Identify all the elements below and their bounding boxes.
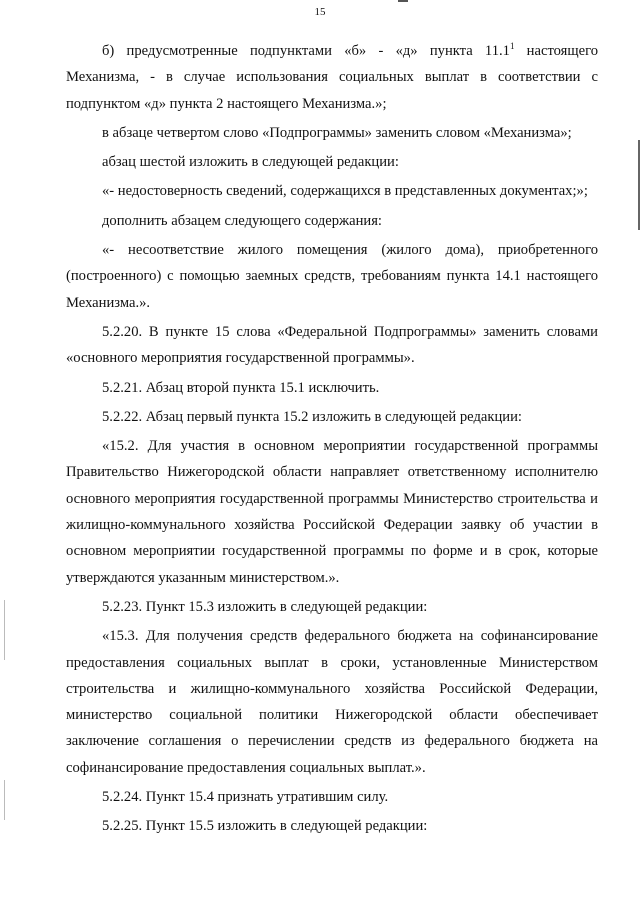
paragraph: 5.2.23. Пункт 15.3 изложить в следующей редакции:: [102, 598, 428, 615]
scan-left-mark: [4, 600, 5, 660]
paragraph: абзац шестой изложить в следующей редакции:: [102, 154, 399, 171]
document-body: [66, 38, 598, 840]
paragraph: «- недостоверность сведений, содержащихся в представленных документах;»;: [102, 183, 588, 200]
paragraph: «15.2. Для участия в основном мероприятии государственной программы Правительство Нижегородской области направляет ответственному исполнителю основного мероприятия государственной программы Министерство строительства и жилищно-коммунального хозяйства Российской Федерации заявку об участии в основном мероприятии государственной программы по форме и в срок, которые утверждаются указанным министерством.».: [66, 438, 598, 586]
paragraph: 5.2.22. Абзац первый пункта 15.2 изложить в следующей редакции:: [102, 408, 522, 425]
scan-mark: [398, 0, 408, 2]
paragraph: «- несоответствие жилого помещения (жилого дома), приобретенного (построенного) с помощью заемных средств, требованиям пункта 14.1 настоящего Механизма.».: [66, 242, 598, 311]
paragraph: «15.3. Для получения средств федерального бюджета на софинансирование предоставления социальных выплат в сроки, установленные Министерством строительства и жилищно-коммунального хозяйства Российской Федерации, министерство социальной политики Нижегородской области обеспечивает заключение соглашения о перечислении средств из федерального бюджета на софинансирование предоставления социальных выплат.».: [66, 628, 598, 776]
scan-left-mark: [4, 780, 5, 820]
page-number: 15: [314, 6, 326, 18]
paragraph: 5.2.24. Пункт 15.4 признать утратившим силу.: [102, 789, 389, 806]
paragraph: б) предусмотренные подпунктами «б» - «д» пункта 11.1$^1$ настоящего Механизма, - в случае использования социальных выплат в соответствии с подпунктом «д» пункта 2 настоящего Механизма.»;: [66, 41, 599, 112]
paragraph: дополнить абзацем следующего содержания:: [102, 212, 382, 229]
paragraph: 5.2.20. В пункте 15 слова «Федеральной Подпрограммы» заменить словами «основного мероприятия государственной программы».: [66, 323, 598, 367]
paragraph: в абзаце четвертом слово «Подпрограммы» заменить словом «Механизма»;: [102, 124, 572, 141]
paragraph: 5.2.25. Пункт 15.5 изложить в следующей редакции:: [102, 818, 428, 835]
paragraph: 5.2.21. Абзац второй пункта 15.1 исключить.: [102, 379, 380, 396]
